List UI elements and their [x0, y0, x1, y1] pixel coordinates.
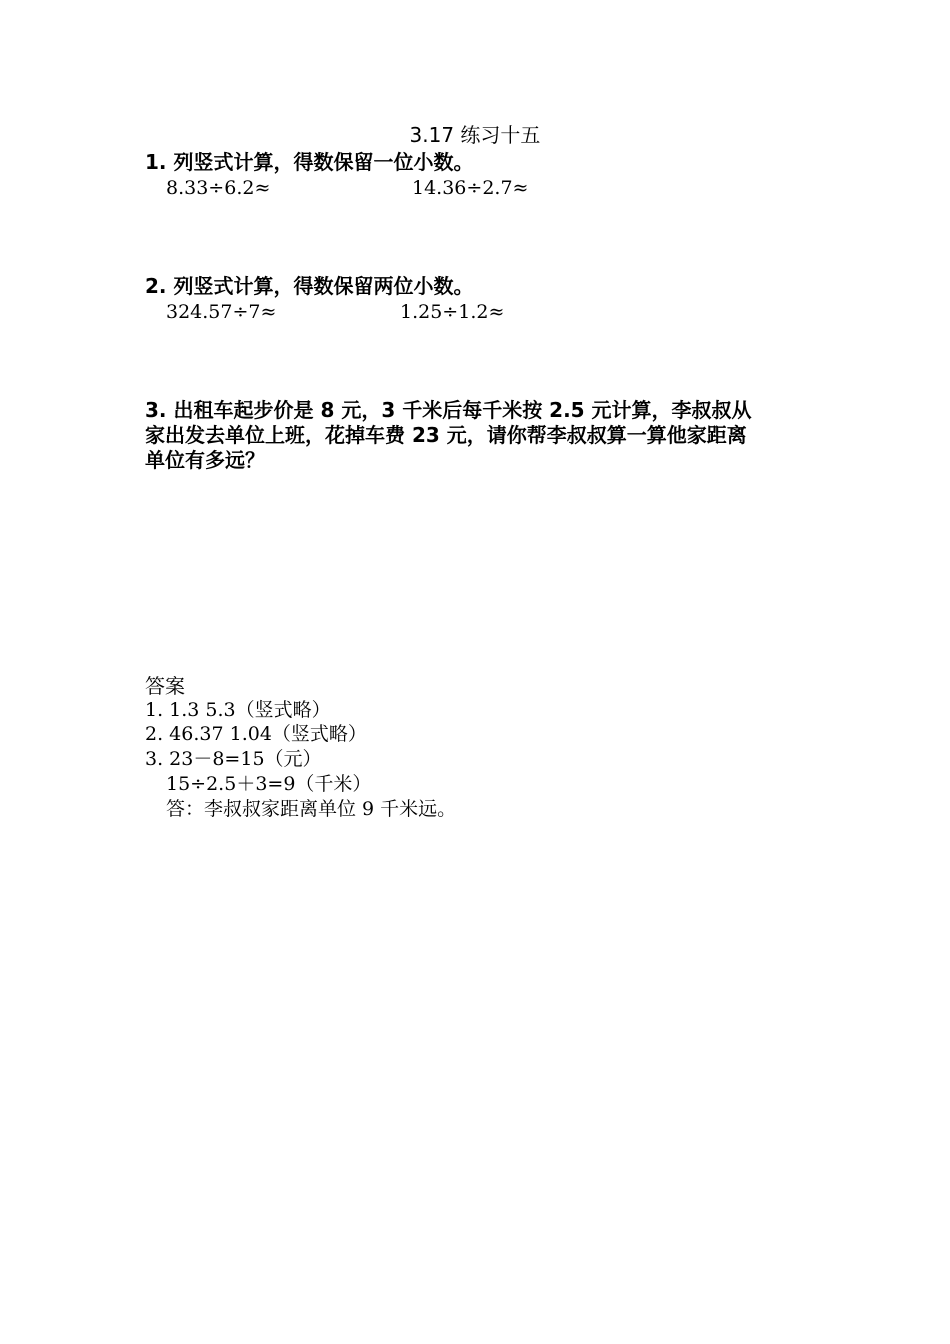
question-2-heading: 2. 列竖式计算，得数保留两位小数。 — [145, 274, 474, 298]
answer-line: 2. 46.37 1.04（竖式略） — [145, 723, 367, 745]
question-3-line: 家出发去单位上班，花掉车费 23 元，请你帮李叔叔算一算他家距离 — [145, 423, 747, 447]
question-3-line: 3. 出租车起步价是 8 元，3 千米后每千米按 2.5 元计算，李叔叔从 — [145, 398, 752, 422]
answer-line: 3. 23－8=15（元） — [145, 748, 322, 770]
question-3-line: 单位有多远？ — [145, 448, 265, 472]
question-2-expression-a: 324.57÷7≈ — [166, 301, 277, 323]
page-title: 3.17 练习十五 — [409, 123, 541, 147]
question-1-heading: 1. 列竖式计算，得数保留一位小数。 — [145, 150, 474, 174]
answers-heading: 答案 — [145, 674, 185, 698]
question-1-expression-b: 14.36÷2.7≈ — [412, 177, 529, 199]
answer-line: 答：李叔叔家距离单位 9 千米远。 — [166, 798, 457, 820]
answer-line: 15÷2.5＋3=9（千米） — [166, 773, 372, 795]
answer-line: 1. 1.3 5.3（竖式略） — [145, 699, 331, 721]
question-1-expression-a: 8.33÷6.2≈ — [166, 177, 271, 199]
question-3-text — [145, 398, 815, 473]
question-2-expression-b: 1.25÷1.2≈ — [400, 301, 505, 323]
